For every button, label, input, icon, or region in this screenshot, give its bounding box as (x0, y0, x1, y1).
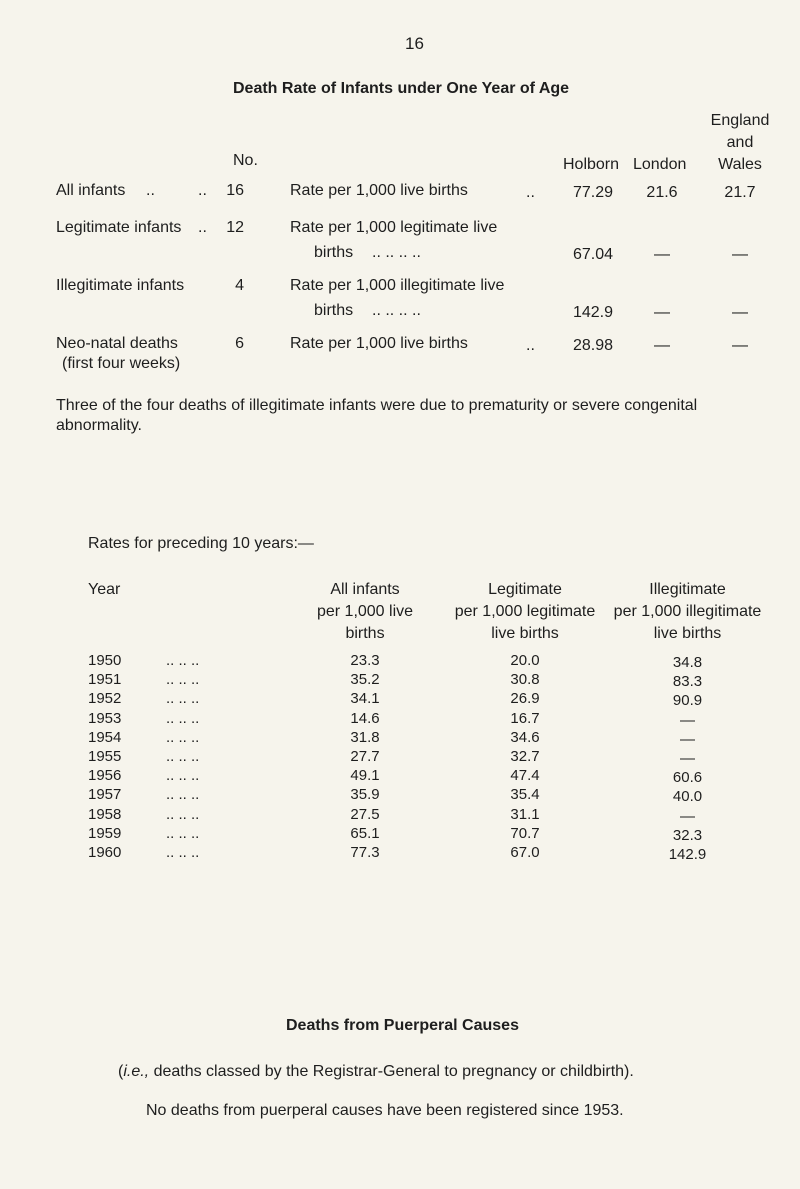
table-row-year: 1951 (88, 671, 122, 689)
table-row-year: 1952 (88, 690, 122, 708)
table-row-legitimate: 34.6 (510, 728, 540, 746)
table-row-illegitimate: 34.8 (672, 654, 703, 671)
header-illegit-line1: Illegitimate (649, 581, 726, 598)
open-paren: ( (118, 1063, 124, 1080)
row-dots: .. .. .. .. (372, 244, 421, 261)
table-row-year: 1955 (88, 748, 122, 765)
table-row-all-infants: 27.7 (350, 748, 380, 765)
header-all-line3: births (345, 625, 385, 642)
table-row-all-infants: 35.9 (350, 786, 380, 804)
table-row-dots: .. .. .. (166, 748, 200, 765)
table-row-all-infants: 35.2 (350, 671, 380, 689)
table-row-legitimate: 67.0 (510, 844, 540, 861)
table-row-dots: .. .. .. (166, 690, 200, 708)
row-no: 12 (226, 219, 244, 236)
row-description: Rate per 1,000 illegitimate live (290, 277, 505, 294)
row-label-line2: (first four weeks) (62, 355, 181, 372)
header-london: London (633, 156, 687, 173)
header-legit-line1: Legitimate (488, 581, 562, 598)
table-row-year: 1959 (88, 824, 122, 842)
table-row-all-infants: 27.5 (350, 805, 380, 823)
table-row-illegitimate: 60.6 (672, 769, 703, 787)
table-row-all-infants: 49.1 (350, 767, 380, 785)
header-legit-line2: per 1,000 legitimate (454, 603, 596, 620)
header-no: No. (233, 152, 258, 169)
table-row-legitimate: 35.4 (510, 786, 540, 804)
table-row-legitimate: 30.8 (510, 671, 540, 689)
header-legit-line3: live births (491, 625, 559, 642)
row-no: 16 (226, 182, 244, 199)
table-row-all-infants: 23.3 (350, 652, 380, 669)
table-row-year: 1953 (88, 709, 122, 727)
row-england-wales-value: — (732, 337, 748, 354)
section-title-puerperal: Deaths from Puerperal Causes (286, 1017, 519, 1034)
row-london-value: — (654, 304, 670, 321)
row-label: Legitimate infants (56, 219, 182, 236)
table-row-illegitimate: — (680, 711, 695, 729)
row-holborn-value: 142.9 (572, 304, 613, 321)
row-england-wales-value: 21.7 (724, 184, 756, 201)
row-no-dots: .. (198, 182, 207, 199)
row-description: Rate per 1,000 live births (290, 335, 468, 352)
table-row-legitimate: 20.0 (510, 652, 540, 669)
row-description: Rate per 1,000 legitimate live (290, 219, 498, 236)
page-number: 16 (405, 34, 424, 53)
header-year: Year (88, 581, 121, 598)
section-title-infant-death-rate: Death Rate of Infants under One Year of Age (233, 80, 570, 97)
row-england-wales-value: — (732, 304, 748, 321)
row-no: 6 (235, 335, 244, 352)
row-dots: .. (526, 184, 535, 201)
header-england-line3: Wales (718, 156, 762, 173)
table-row-illegitimate: — (680, 750, 695, 767)
table-row-year: 1950 (88, 652, 122, 669)
table-row-all-infants: 77.3 (350, 844, 380, 861)
row-holborn-value: 28.98 (572, 337, 613, 354)
row-label: All infants (56, 182, 126, 199)
table-row-all-infants: 65.1 (350, 824, 380, 842)
header-england-line1: England (710, 112, 770, 129)
table-row-dots: .. .. .. (166, 671, 200, 689)
header-england-line2: and (726, 134, 754, 151)
table-row-illegitimate: 83.3 (672, 673, 703, 691)
row-label: Illegitimate infants (56, 277, 185, 294)
row-no: 4 (235, 277, 244, 294)
table-row-year: 1954 (88, 728, 122, 746)
table-row-dots: .. .. .. (166, 767, 200, 785)
row-no-dots: .. (198, 219, 207, 236)
header-all-line2: per 1,000 live (316, 603, 414, 620)
table-row-year: 1960 (88, 844, 122, 861)
row-london-value: — (654, 337, 670, 354)
table-row-illegitimate: — (680, 730, 695, 748)
puerperal-statement: No deaths from puerperal causes have been registered since 1953. (146, 1102, 624, 1119)
table-row-dots: .. .. .. (166, 824, 200, 842)
table-row-legitimate: 32.7 (510, 748, 540, 765)
row-london-value: 21.6 (646, 184, 678, 201)
header-illegit-line2: per 1,000 illegitimate (613, 603, 762, 620)
table-row-year: 1957 (88, 786, 122, 804)
table-row-dots: .. .. .. (166, 805, 200, 823)
row-label-dots: .. (146, 182, 155, 199)
row-description-line2: births (314, 244, 354, 261)
table-row-legitimate: 16.7 (510, 709, 540, 727)
row-description-line2: births (314, 302, 354, 319)
table-row-year: 1958 (88, 805, 122, 823)
table-row-legitimate: 70.7 (510, 824, 540, 842)
row-holborn-value: 67.04 (572, 246, 613, 263)
table-row-illegitimate: — (680, 807, 695, 825)
table-row-legitimate: 26.9 (510, 690, 540, 708)
table-row-dots: .. .. .. (166, 709, 200, 727)
table-row-all-infants: 31.8 (350, 728, 380, 746)
table-row-illegitimate: 40.0 (672, 788, 703, 806)
rates-intro: Rates for preceding 10 years:— (88, 535, 314, 552)
table-row-dots: .. .. .. (166, 652, 200, 669)
illegitimate-note: Three of the four deaths of illegitimate infants were due to prematurity or severe congenital abnormality. (56, 397, 698, 434)
table-row-illegitimate: 32.3 (672, 826, 703, 844)
table-row-all-infants: 34.1 (350, 690, 380, 708)
table-row-year: 1956 (88, 767, 122, 785)
row-label: Neo-natal deaths (56, 335, 178, 352)
row-description: Rate per 1,000 live births (290, 182, 468, 199)
header-illegit-line3: live births (653, 625, 722, 642)
table-row-illegitimate: 90.9 (672, 692, 703, 710)
row-london-value: — (654, 246, 670, 263)
table-row-dots: .. .. .. (166, 844, 200, 861)
definition-text: deaths classed by the Registrar-General to pregnancy or childbirth). (149, 1063, 634, 1080)
row-dots: .. (526, 337, 535, 354)
ie-abbrev: i.e., (123, 1063, 150, 1080)
table-row-all-infants: 14.6 (350, 709, 380, 727)
header-holborn: Holborn (563, 156, 620, 173)
table-row-legitimate: 47.4 (510, 767, 540, 785)
table-row-illegitimate: 142.9 (668, 846, 707, 863)
puerperal-definition (118, 1063, 634, 1081)
row-dots: .. .. .. .. (372, 302, 421, 319)
table-row-legitimate: 31.1 (510, 805, 540, 823)
header-all-line1: All infants (330, 581, 400, 598)
row-holborn-value: 77.29 (572, 184, 613, 201)
row-england-wales-value: — (732, 246, 748, 263)
table-row-dots: .. .. .. (166, 728, 200, 746)
table-row-dots: .. .. .. (166, 786, 200, 804)
